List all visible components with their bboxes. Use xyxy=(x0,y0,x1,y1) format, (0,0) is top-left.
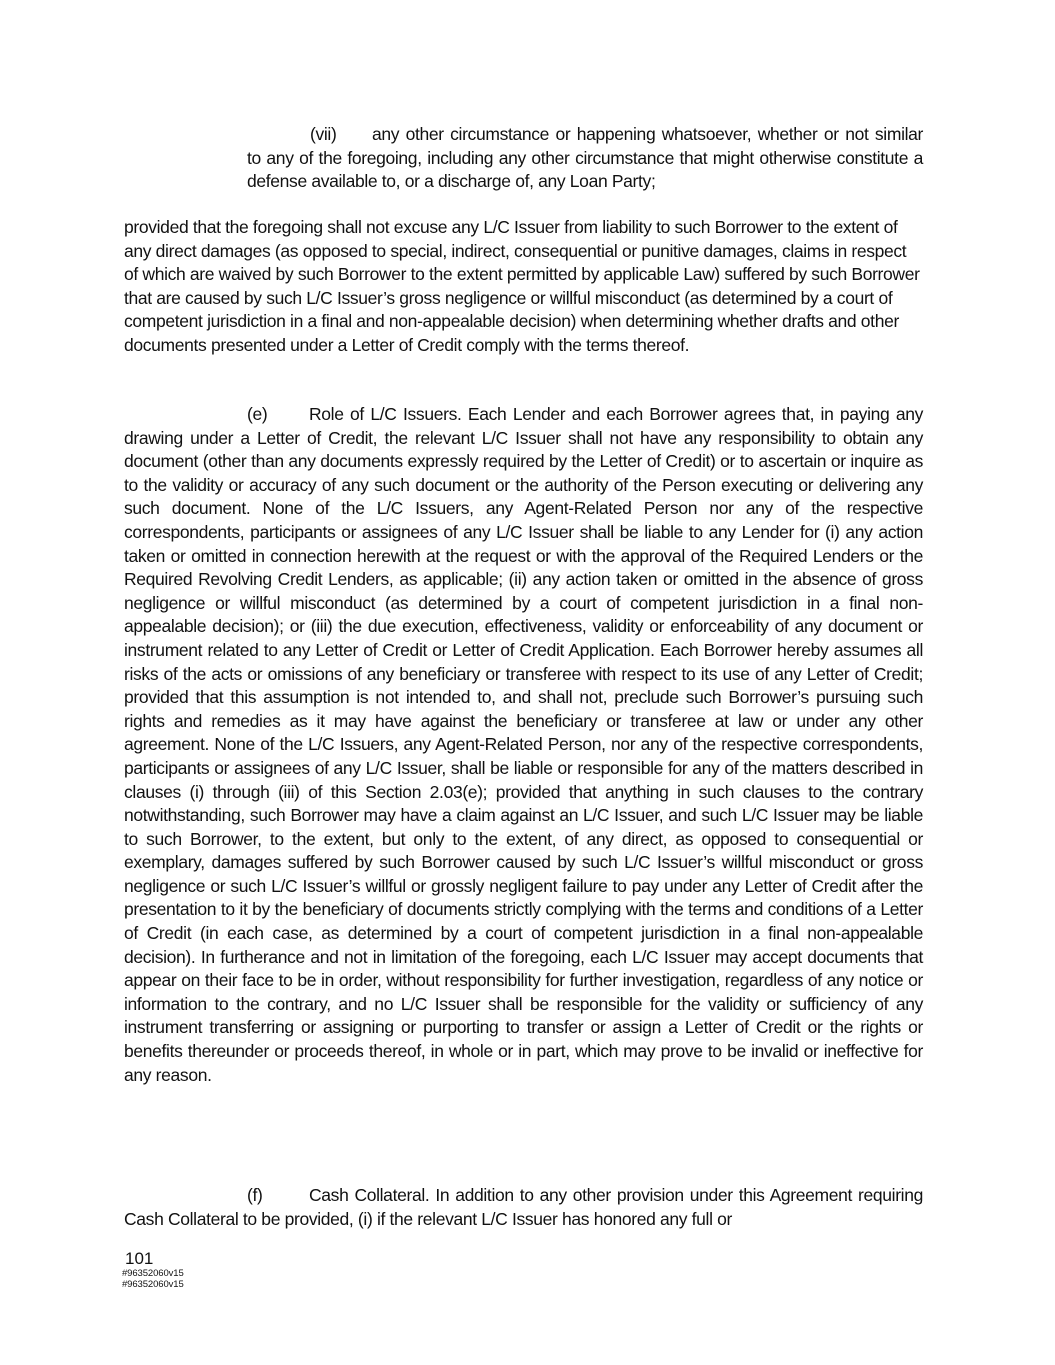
document-id: #96352060v15 xyxy=(122,1268,184,1279)
clause-vii xyxy=(247,123,923,194)
provided-paragraph: provided that the foregoing shall not excuse any L/C Issuer from liability to such Borrower to the extent of any direct damages (as opposed to special, indirect, consequential or punitive damages, claims in respect of which are waived by such Borrower to the extent permitted by applicable Law) suffered by such Borrower that are caused by such L/C Issuer’s gross negligence or willful misconduct (as determined by a court of competent jurisdiction in a final and non-appealable decision) when determining whether drafts and other documents presented under a Letter of Credit comply with the terms thereof. xyxy=(124,217,920,355)
page-footer xyxy=(122,1250,184,1290)
section-e-text: Role of L/C Issuers. Each Lender and each Borrower agrees that, in paying any drawing under a Letter of Credit, the relevant L/C Issuer shall not have any responsibility to obtain any document (other than any documents expressly required by the Letter of Credit) or to ascertain or inquire as to the validity or accuracy of any such document or the authority of the Person executing or delivering any such document. None of the L/C Issuers, any Agent-Related Person nor any of the respective correspondents, participants or assignees of any L/C Issuer shall be liable to any Lender for (i) any action taken or omitted in connection herewith at the request or with the approval of the Required Lenders or the Required Revolving Credit Lenders, as applicable; (ii) any action taken or omitted in the absence of gross negligence or willful misconduct (as determined by a court of competent jurisdiction in a final non-appealable decision); or (iii) the due execution, effectiveness, validity or enforceability of any document or instrument related to any Letter of Credit or Letter of Credit Application. Each Borrower hereby assumes all risks of the acts or omissions of any beneficiary or transferee with respect to its use of any Letter of Credit; provided that this assumption is not intended to, and shall not, preclude such Borrower’s pursuing such rights and remedies as it may have against the beneficiary or transferee at law or under any other agreement. None of the L/C Issuers, any Agent-Related Person, nor any of the respective correspondents, participants or assignees of any L/C Issuer, shall be liable or responsible for any of the matters described in clauses (i) through (iii) of this Section 2.03(e); provided that anything in such clauses to the contrary notwithstanding, such Borrower may have a claim against an L/C Issuer, and such L/C Issuer may be liable to such Borrower, to the extent, but only to the extent, of any direct, as opposed to consequential or exemplary, damages suffered by such Borrower caused by such L/C Issuer’s willful misconduct or gross negligence or such L/C Issuer’s willful or grossly negligent failure to pay under any Letter of Credit after the presentation to it by the beneficiary of documents strictly complying with the terms and conditions of a Letter of Credit (in each case, as determined by a court of competent jurisdiction in a final non-appealable decision). In furtherance and not in limitation of the foregoing, each L/C Issuer may accept documents that appear on their face to be in order, without responsibility for further investigation, regardless of any notice or information to the contrary, and no L/C Issuer shall be responsible for the validity or sufficiency of any instrument transferring or assigning or purporting to transfer or assign a Letter of Credit or the rights or benefits thereunder or proceeds thereof, in whole or in part, which may prove to be invalid or ineffective for any reason. xyxy=(124,404,923,1085)
clause-vii-text: any other circumstance or happening whatsoever, whether or not similar to any of the foregoing, including any other circumstance that might otherwise constitute a defense available to, or a discharge of, any Loan Party; xyxy=(247,124,923,192)
clause-vii-number: (vii) xyxy=(310,124,337,144)
section-f-number: (f) xyxy=(247,1185,263,1205)
section-f-text: Cash Collateral. In addition to any other provision under this Agreement requiring Cash Collateral to be provided, (i) if the relevant L/C Issuer has honored any full or xyxy=(124,1185,923,1229)
section-e-number: (e) xyxy=(247,404,268,424)
section-e xyxy=(124,403,923,1087)
section-f xyxy=(124,1184,923,1231)
page-number: 101 xyxy=(125,1249,154,1268)
document-id: #96352060v15 xyxy=(122,1279,184,1290)
